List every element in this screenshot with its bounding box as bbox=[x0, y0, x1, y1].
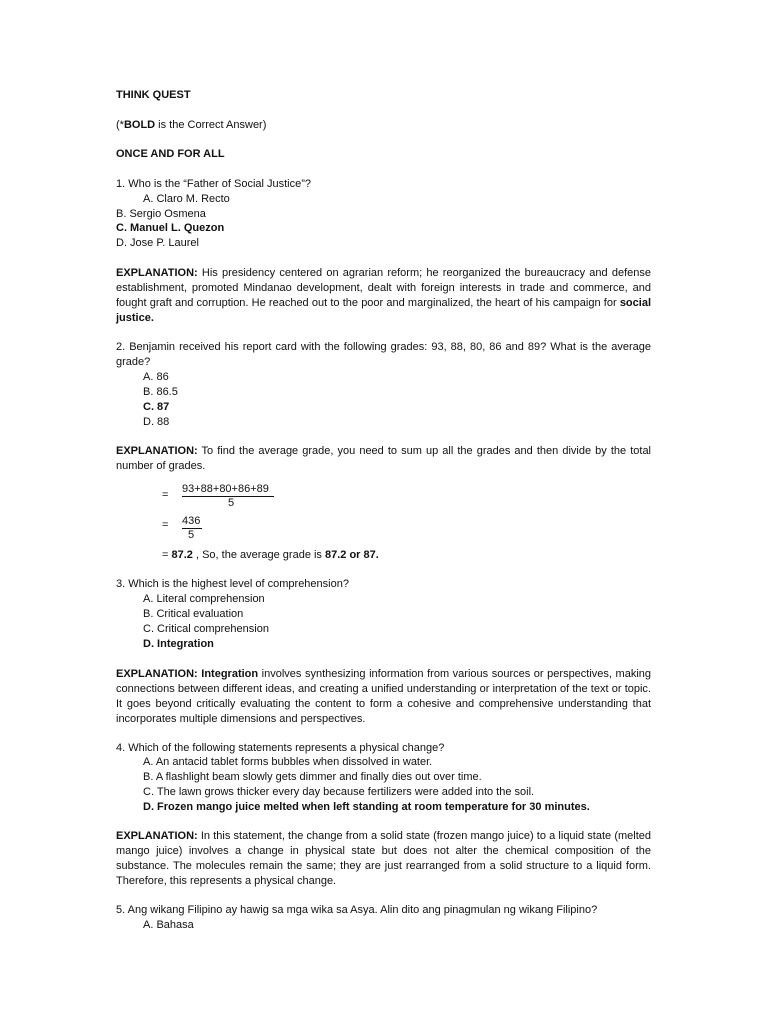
q1-option-b: B. Sergio Osmena bbox=[116, 208, 206, 220]
q4-option-d: D. Frozen mango juice melted when left standing at room temperature for 30 minutes. bbox=[143, 801, 590, 813]
q2-question: 2. Benjamin received his report card with the following grades: 93, 88, 80, 86 and 89? What is the average grade? bbox=[116, 341, 651, 368]
q3-option-b: B. Critical evaluation bbox=[143, 608, 244, 620]
q2-explanation bbox=[116, 444, 651, 474]
q4-option-b: B. A flashlight beam slowly gets dimmer and finally dies out over time. bbox=[143, 771, 482, 783]
q3-option-a: A. Literal comprehension bbox=[143, 593, 265, 605]
q2-explanation-text: To find the average grade, you need to sum up all the grades and then divide by the total number of grades. bbox=[116, 445, 651, 472]
q4-explanation-label: EXPLANATION: bbox=[116, 830, 198, 842]
result-prefix: = bbox=[162, 549, 172, 561]
note-bold: BOLD bbox=[123, 119, 156, 131]
q2-explanation-label: EXPLANATION: bbox=[116, 445, 198, 457]
q2-option-c: C. 87 bbox=[143, 401, 170, 413]
q3-explanation-text: involves synthesizing information from various sources or perspectives, making connections between different ideas, and creating a unified understanding or interpretation of the text or topic. It goes beyond critically evaluating the content to form a cohesive and comprehensive understanding that incorporates multiple dimensions and perspectives. bbox=[116, 668, 652, 725]
equals-sign-2: = bbox=[162, 519, 169, 531]
fraction1-denominator: 5 bbox=[228, 497, 235, 509]
q2-option-b: B. 86.5 bbox=[143, 386, 178, 398]
q3-option-d: D. Integration bbox=[143, 638, 214, 650]
q2-result bbox=[162, 548, 379, 563]
q5-question: 5. Ang wikang Filipino ay hawig sa mga wika sa Asya. Alin dito ang pinagmulan ng wikang Filipino? bbox=[116, 904, 598, 916]
fraction1-numerator: 93+88+80+86+89 bbox=[182, 483, 269, 495]
answer-key-note bbox=[116, 118, 266, 133]
note-prefix: (* bbox=[116, 119, 124, 131]
q1-question: 1. Who is the “Father of Social Justice”? bbox=[116, 178, 312, 190]
result-bold: 87.2 or 87. bbox=[325, 549, 379, 561]
fraction2-denominator: 5 bbox=[188, 529, 195, 541]
q3-explanation-label: EXPLANATION: bbox=[116, 668, 198, 680]
q1-option-d: D. Jose P. Laurel bbox=[116, 237, 199, 249]
q4-option-a: A. An antacid tablet forms bubbles when dissolved in water. bbox=[143, 756, 433, 768]
q3-option-c: C. Critical comprehension bbox=[143, 623, 269, 635]
q3-question: 3. Which is the highest level of comprehension? bbox=[116, 578, 349, 590]
fraction2-numerator: 436 bbox=[182, 515, 201, 527]
q1-option-a: A. Claro M. Recto bbox=[143, 193, 230, 205]
q3-explanation-bold: Integration bbox=[197, 668, 259, 680]
result-mid: , So, the average grade is bbox=[192, 549, 325, 561]
q4-explanation bbox=[116, 829, 651, 889]
note-suffix: is the Correct Answer) bbox=[155, 119, 267, 131]
q4-question: 4. Which of the following statements represents a physical change? bbox=[116, 742, 445, 754]
q1-explanation-label: EXPLANATION: bbox=[116, 267, 198, 279]
q3-explanation bbox=[116, 667, 651, 727]
q4-option-c: C. The lawn grows thicker every day because fertilizers were added into the soil. bbox=[143, 786, 535, 798]
doc-title: THINK QUEST bbox=[116, 89, 191, 101]
q1-explanation-bold: social justice. bbox=[116, 297, 651, 324]
equals-sign-1: = bbox=[162, 489, 169, 501]
q1-option-c: C. Manuel L. Quezon bbox=[116, 222, 225, 234]
result-value: 87.2 bbox=[171, 549, 193, 561]
q5-option-a: A. Bahasa bbox=[143, 919, 194, 931]
section-heading: ONCE AND FOR ALL bbox=[116, 148, 225, 160]
q2-option-a: A. 86 bbox=[143, 371, 169, 383]
q4-explanation-text: In this statement, the change from a solid state (frozen mango juice) to a liquid state (melted mango juice) involves a change in physical state but does not alter the chemical composition of the substance. The molecules remain the same; they are just rearranged from a solid structure to a liquid form. Therefore, this represents a physical change. bbox=[116, 830, 651, 887]
q2-option-d: D. 88 bbox=[143, 416, 170, 428]
q1-explanation-text: His presidency centered on agrarian reform; he reorganized the bureaucracy and defense establishment, promoted Mindanao development, dealt with foreign interests in trade and commerce, and fought graft and corruption. He reached out to the poor and marginalized, the heart of his campaign for bbox=[116, 267, 651, 309]
q1-explanation bbox=[116, 266, 651, 326]
